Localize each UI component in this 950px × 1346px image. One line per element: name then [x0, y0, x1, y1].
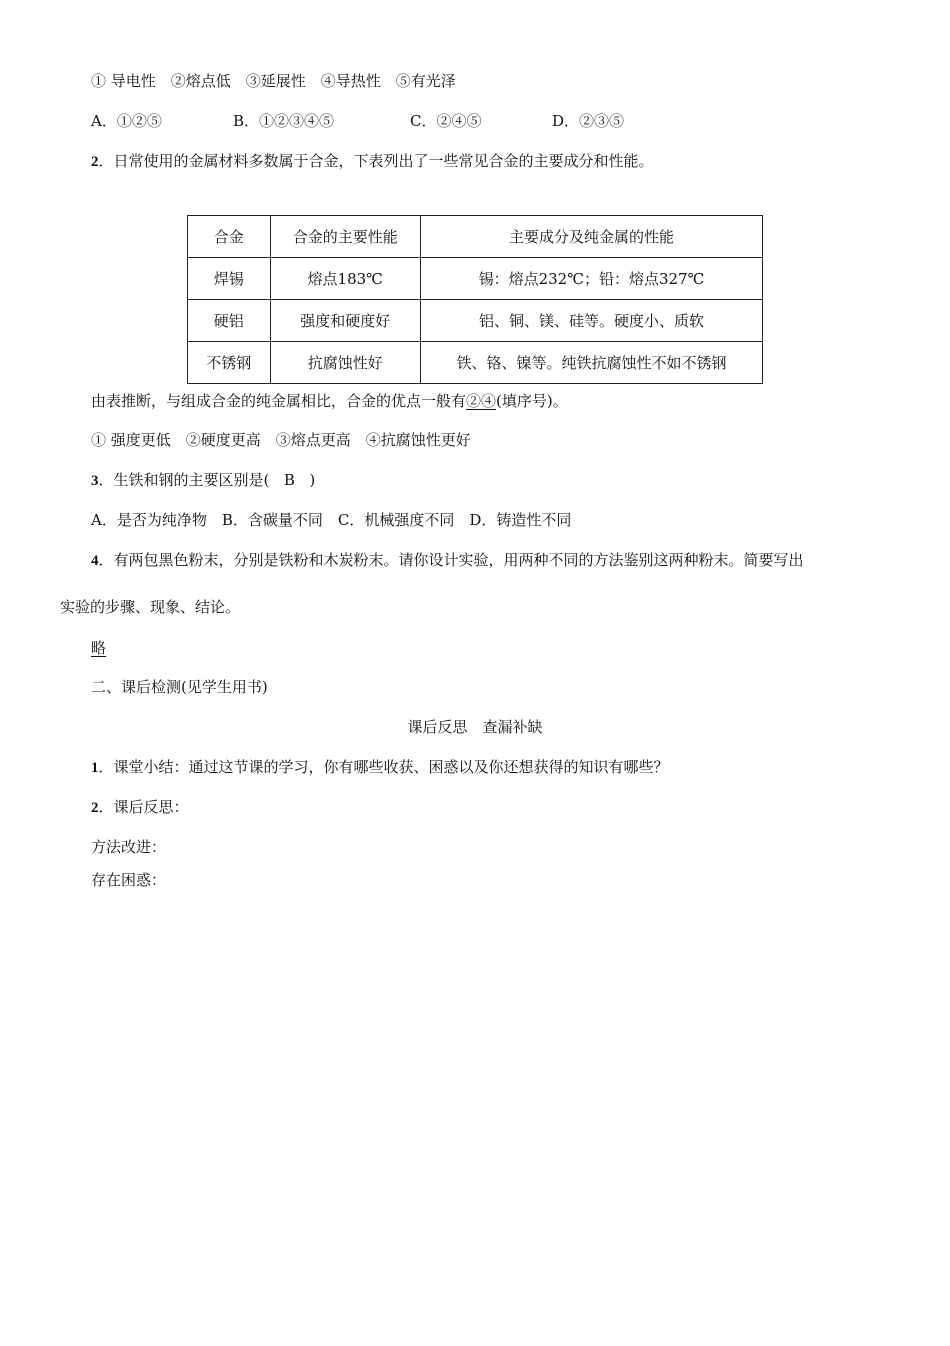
table-cell: 硬铝: [188, 300, 271, 342]
table-cell: 熔点183℃: [270, 258, 420, 300]
q3-stem-suffix: ): [309, 471, 316, 489]
q2-stem-text: ．日常使用的金属材料多数属于合金，下表列出了一些常见合金的主要成分和性能。: [98, 152, 654, 170]
table-header-row: [188, 216, 763, 258]
q4-number: 4: [91, 553, 99, 569]
table-row: [188, 258, 763, 300]
reflection-item-1: [91, 757, 669, 778]
q4-stem-text: ．有两包黑色粉末，分别是铁粉和木炭粉末。请你设计实验，用两种不同的方法鉴别这两种粉末。简要写出: [98, 551, 804, 569]
q4-stem-line2: 实验的步骤、现象、结论。: [60, 598, 241, 616]
q1-option-b: B．①②③④⑤: [233, 112, 335, 130]
table-row: [188, 342, 763, 384]
q3-stem: [91, 470, 315, 491]
q1-properties: ① 导电性 ②熔点低 ③延展性 ④导热性 ⑤有光泽: [91, 72, 456, 90]
q1-option-c: C．②④⑤: [410, 112, 482, 130]
table-header-cell: 合金: [188, 216, 271, 258]
q4-answer: 略: [91, 639, 107, 657]
reflection-item-2-text: ．课后反思：: [98, 798, 189, 816]
q2-inference-answer: ②④: [466, 392, 497, 410]
q3-answer: B: [283, 471, 295, 489]
table-cell: 铁、铬、镍等。纯铁抗腐蚀性不如不锈钢: [420, 342, 762, 384]
q2-inference-prefix: 由表推断，与组成合金的纯金属相比，合金的优点一般有: [91, 392, 467, 410]
q1-options: [91, 111, 624, 131]
q2-inference: [91, 391, 568, 411]
table-header-cell: 合金的主要性能: [270, 216, 420, 258]
table-header-cell: 主要成分及纯金属的性能: [420, 216, 762, 258]
q2-number: 2: [91, 154, 99, 170]
table-cell: 抗腐蚀性好: [270, 342, 420, 384]
table-cell: 铝、铜、镁、硅等。硬度小、质软: [420, 300, 762, 342]
reflection-item-2-number: 2: [91, 800, 99, 816]
q4-stem-line1: [91, 550, 804, 571]
table-row: [188, 300, 763, 342]
table-cell: 锡：熔点232℃；铅：熔点327℃: [420, 258, 762, 300]
reflection-item-2: [91, 797, 189, 818]
q2-inference-suffix: (填序号)。: [496, 392, 568, 410]
reflection-item-1-number: 1: [91, 760, 99, 776]
table-cell: 焊锡: [188, 258, 271, 300]
table-cell: 强度和硬度好: [270, 300, 420, 342]
q2-choices: ① 强度更低 ②硬度更高 ③熔点更高 ④抗腐蚀性更好: [91, 431, 471, 449]
existing-confusion: 存在困惑：: [91, 871, 167, 889]
reflection-title: 课后反思 查漏补缺: [407, 718, 543, 736]
q3-stem-prefix: ．生铁和钢的主要区别是(: [98, 471, 270, 489]
reflection-item-1-text: ．课堂小结：通过这节课的学习，你有哪些收获、困惑以及你还想获得的知识有哪些？: [98, 758, 669, 776]
q3-number: 3: [91, 473, 99, 489]
q1-option-d: D．②③⑤: [552, 112, 625, 130]
method-improvement: 方法改进：: [91, 838, 167, 856]
table-cell: 不锈钢: [188, 342, 271, 384]
alloy-table: [187, 215, 763, 384]
q2-stem: [91, 151, 654, 172]
q1-option-a: A．①②⑤: [91, 112, 162, 130]
q3-options: A．是否为纯净物 B．含碳量不同 C．机械强度不同 D．铸造性不同: [91, 511, 572, 529]
section-heading: 二、课后检测(见学生用书): [91, 678, 268, 696]
